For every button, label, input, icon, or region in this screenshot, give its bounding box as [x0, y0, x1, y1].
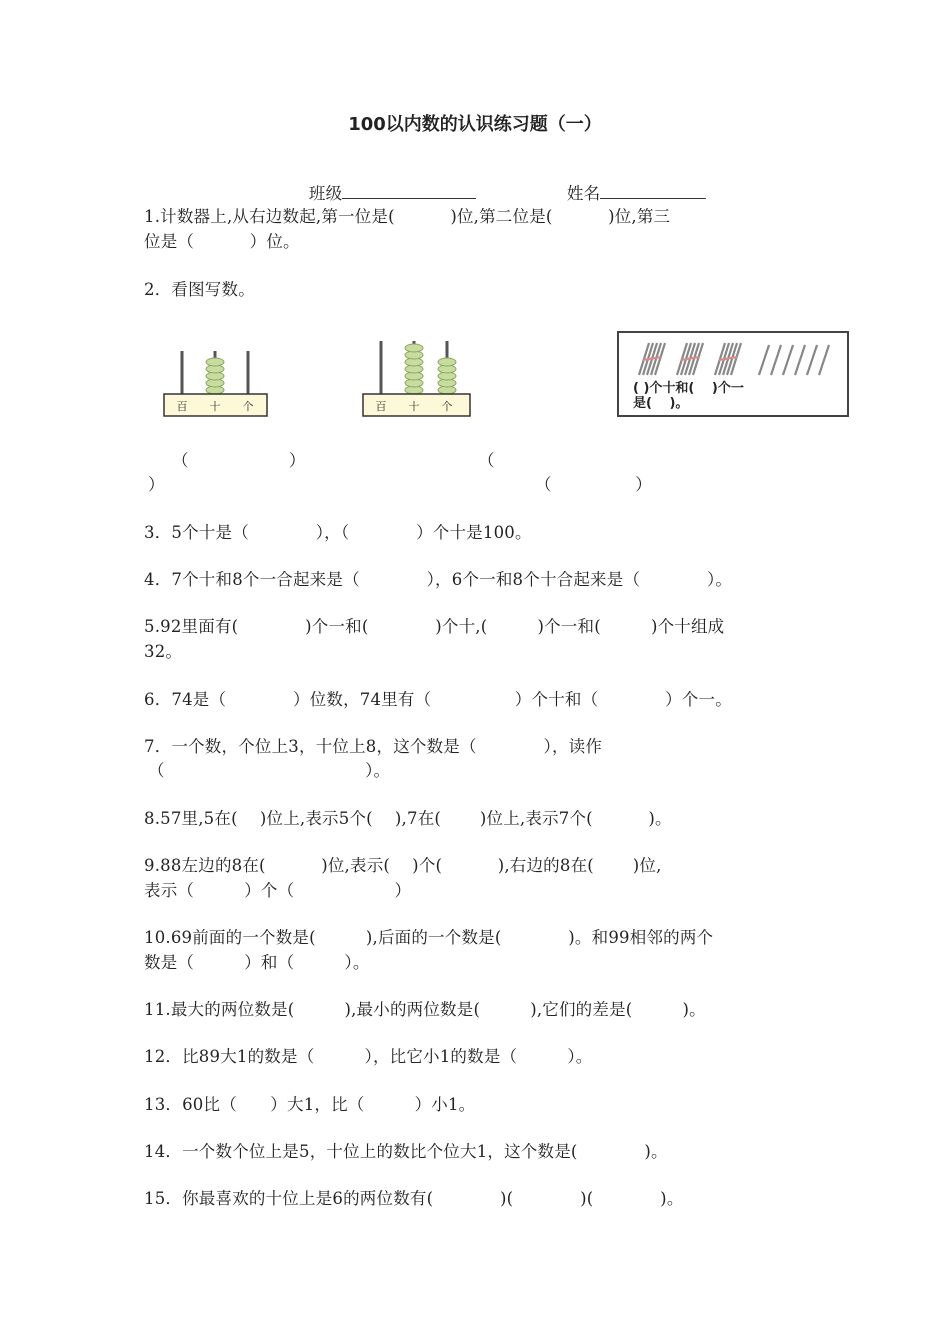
question-9-line-2: 表示（ ）个（ ） [144, 881, 412, 900]
question-8: 8.57里,5在( )位上,表示5个( ),7在( )位上,表示7个( )。 [144, 809, 672, 828]
question-7-line-1: 7．一个数，个位上3，十位上8，这个数是（ ），读作 [144, 737, 603, 756]
abacus-1-label-tens: 十 [209, 400, 221, 413]
class-label: 班级 [308, 184, 343, 203]
class-field [298, 158, 476, 205]
question-2-answer-a[interactable]: （ ） [172, 451, 306, 470]
question-1-line-2: 位是（ ）位。 [144, 232, 300, 251]
question-5-line-1: 5.92里面有( )个一和( )个十,( )个一和( )个十组成 [144, 617, 725, 636]
abacus-diagram-1 [163, 348, 269, 420]
question-2-label: 2．看图写数。 [144, 280, 255, 299]
question-2-answer-c[interactable]: ） [148, 475, 165, 494]
question-1-line-1: 1.计数器上,从右边数起,第一位是( )位,第二位是( )位,第三 [144, 207, 671, 226]
question-4: 4．7个十和8个一合起来是（ ），6个一和8个十合起来是（ ）。 [144, 570, 733, 589]
question-10-line-2: 数是（ ）和（ ）。 [144, 953, 370, 972]
stick-bundles-picture [617, 331, 849, 417]
name-blank[interactable] [600, 180, 706, 199]
question-7-line-2: （ ）。 [148, 761, 391, 780]
abacus-2-label-ones: 个 [441, 400, 453, 413]
question-14: 14．一个数个位上是5，十位上的数比个位大1，这个数是( )。 [144, 1142, 668, 1161]
abacus-1-label-ones: 个 [242, 400, 254, 413]
abacus-1-label-hundreds: 百 [176, 400, 188, 413]
question-2-answer-b[interactable]: （ [478, 451, 495, 470]
question-5-line-2: 32。 [144, 642, 183, 661]
question-13: 13．60比（ ）大1，比（ ）小1。 [144, 1095, 476, 1114]
question-10-line-1: 10.69前面的一个数是( ),后面的一个数是( )。和99相邻的两个 [144, 928, 714, 947]
question-3: 3．5个十是（ ），（ ）个十是100。 [144, 523, 532, 542]
abacus-2-label-hundreds: 百 [375, 400, 387, 413]
class-blank[interactable] [342, 180, 476, 199]
name-field [556, 158, 706, 205]
stick-bundles-caption-2: 是( )。 [633, 396, 689, 411]
stick-bundles-caption-1: ( )个十和( )个一 [633, 381, 744, 396]
question-2-answer-d[interactable]: （ ） [535, 475, 652, 494]
name-label: 姓名 [566, 184, 601, 203]
question-6: 6．74是（ ）位数，74里有（ ）个十和（ ）个一。 [144, 690, 732, 709]
question-9-line-1: 9.88左边的8在( )位,表示( )个( ),右边的8在( )位, [144, 856, 662, 875]
question-12: 12．比89大1的数是（ ），比它小1的数是（ ）。 [144, 1047, 593, 1066]
page-title: 100以内数的认识练习题（一） [348, 114, 602, 135]
abacus-2-label-tens: 十 [408, 400, 420, 413]
question-11: 11.最大的两位数是( ),最小的两位数是( ),它们的差是( )。 [144, 1000, 706, 1019]
abacus-diagram-2 [362, 338, 472, 420]
question-15: 15．你最喜欢的十位上是6的两位数有( )( )( )。 [144, 1189, 684, 1208]
